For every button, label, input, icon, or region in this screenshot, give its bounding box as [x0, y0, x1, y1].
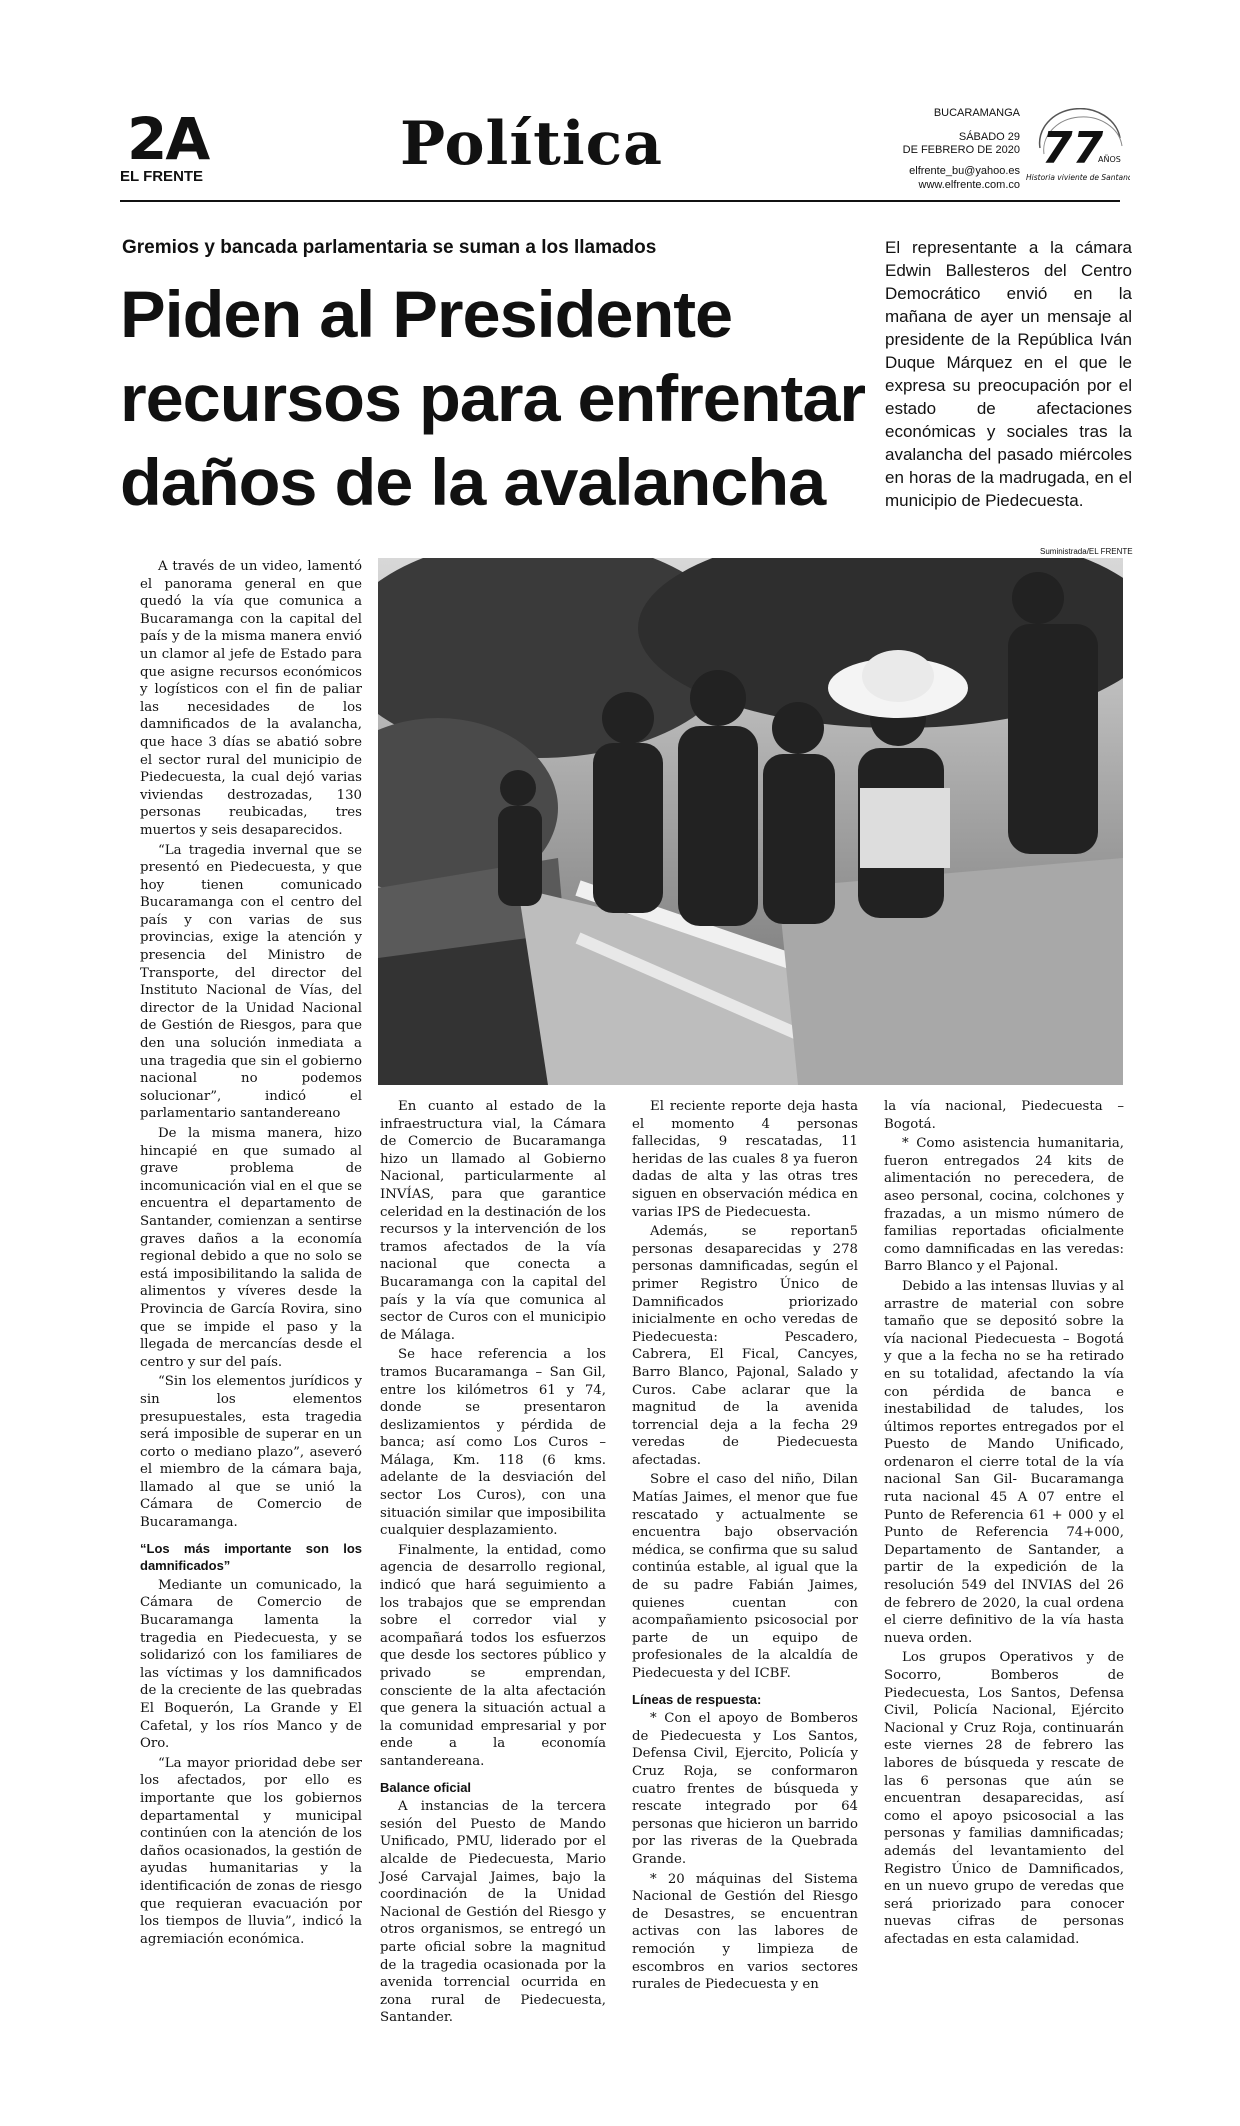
paragraph: “La mayor prioridad debe ser los afectados, por ello es importante que los gobiernos departamental y municipal continúen con la atención de los daños ocasionados, la gestión de ayudas humanitarias y la identificación de zonas de riesgo que requieran evacuación por los tiempos de lluvia”, indicó la agremiación económica. [140, 1755, 362, 1947]
headline [120, 272, 909, 524]
logo-word: AÑOS [1098, 155, 1121, 164]
paragraph: Sobre el caso del niño, Dilan Matías Jaimes, el menor que fue rescatado y actualmente se encuentra bajo observación médica, se confirma que su salud continúa estable, al igual que la de su padre Fabián Jaimes, quienes cuentan con acompañamiento psicosocial por parte de un equipo de profesionales de la alcaldía de Piedecuesta y del ICBF. [632, 1472, 858, 1681]
column-2 [380, 1098, 606, 2029]
column-4 [884, 1098, 1124, 1951]
paragraph: Finalmente, la entidad, como agencia de desarrollo regional, indicó que hará seguimiento a los trabajos que se emprendan sobre el corredor vial y acompañará todos los esfuerzos que desde los sectores público y privado se emprendan, consciente de la alta afectación que genera la situación actual a la comunidad empresarial y por ende a la economía santandereana. [380, 1542, 606, 1769]
headline-line: recursos para enfrentar [120, 361, 865, 435]
paragraph: Debido a las intensas lluvias y al arrastre de material con sobre tamaño que se depositó sobre la vía nacional Piedecuesta – Bogotá y que a la fecha no se ha retirado en su totalidad, afectando la vía con pérdida de banca e inestabilidad de taludes, los últimos reportes entregados por el Puesto de Mando Unificado, ordenaron el cierre total de la vía nacional San Gil- Bucaramanga ruta nacional 45 A 07 entre el Punto de Referencia 61 + 000 y el Punto de Referencia 74+000, Departamento de Santander, a partir de la expedición de la resolución 549 del INVIAS del 26 de febrero de 2020, la cual ordena el cierre definitivo de la vía hasta nueva orden. [884, 1278, 1124, 1646]
kicker: Gremios y bancada parlamentaria se suman a los llamados [122, 237, 657, 258]
paragraph: Además, se reportan5 personas desaparecidas y 278 personas damnificadas, según el primer Registro Único de Damnificados priorizado inicialmente en ocho veredas de Piedecuesta: Pescadero, Cabrera, El Fical, Cancyes, Barro Blanco, Pajonal, Salado y Curos. Cabe aclarar que la magnitud de la avenida torrencial deja a la fecha 29 veredas de Piedecuesta afectadas. [632, 1224, 858, 1468]
email[interactable]: elfrente_bu@yahoo.es [909, 165, 1020, 177]
paragraph: Mediante un comunicado, la Cámara de Comercio de Bucaramanga lamenta la tragedia en Piedecuesta, y se solidarizó con los familiares de las víctimas y los damnificados de la creciente de las quebradas El Boquerón, La Grande y El Cafetal, y los ríos Manco y de Oro. [140, 1577, 362, 1752]
anniversary-logo [1020, 108, 1130, 186]
subheading: Balance oficial [380, 1779, 472, 1795]
paragraph: De la misma manera, hizo hincapié en que sumado al grave problema de incomunicación vial en el que se encuentra el departamento de Santander, comienzan a sentirse graves daños a la economía regional debido a que no solo se está imposibilitando la salida de alimentos y víveres desde la Provincia de García Rovira, sino que se impide el paso y la llegada de mercancías desde el centro y sur del país. [140, 1126, 362, 1370]
paragraph: * Como asistencia humanitaria, fueron entregados 24 kits de alimentación no perecedera, de aseo personal, cocina, colchones y frazadas, a un mismo número de familias reportadas oficialmente como damnificadas en las veredas: Barro Blanco y el Pajonal. [884, 1136, 1124, 1275]
paragraph: El reciente reporte deja hasta el momento 4 personas fallecidas, 9 rescatadas, 11 heridas de las cuales 8 ya fueron dadas de alta y las otras tres siguen en observación médica en varias IPS de Piedecuesta. [632, 1099, 858, 1220]
paragraph: Se hace referencia a los tramos Bucaramanga – San Gil, entre los kilómetros 61 y 74, donde se presentaron deslizamientos y pérdida de banca; así como Los Curos – Málaga, Km. 118 (6 kms. adelante de la desviación del sector Los Curos), con una situación similar que imposibilita cualquier desplazamiento. [380, 1347, 606, 1539]
date-line-2: DE FEBRERO DE 2020 [902, 144, 1020, 156]
lead-paragraph: El representante a la cámara Edwin Ballesteros del Centro Democrático envió en la mañana de ayer un mensaje al presidente de la República Iván Duque Márquez en el que le expresa su preocupación por el estado de afectaciones económicas y sociales tras la avalancha del pasado miércoles en horas de la madrugada, en el municipio de Piedecuesta. [885, 238, 1132, 510]
paragraph: “Sin los elementos jurídicos y sin los elementos presupuestales, esta tragedia será imposible de superar en un corto o mediano plazo”, aseveró el miembro de la cámara baja, llamado al que se unió la Cámara de Comercio de Bucaramanga. [140, 1374, 362, 1531]
logo-tagline: Historia viviente de Santander [1026, 173, 1130, 182]
column-3 [632, 1098, 858, 1996]
subheading: “Los más importante son los damnificados” [140, 1540, 362, 1574]
header-rule [120, 200, 1120, 202]
paper-name: EL FRENTE [120, 168, 204, 185]
logo-number: 77 [1042, 123, 1104, 174]
paragraph: “La tragedia invernal que se presentó en Piedecuesta, y que hoy tienen comunicado Bucaramanga con el centro del país y con varias de sus provincias, exige la atención y presencia del Ministro de Transporte, del director del Instituto Nacional de Vías, del director de la Unidad Nacional de Gestión de Riesgos, para que den una solución inmediata a una tragedia que sin el gobierno nacional no podemos solucionar”, indicó el parlamentario santandereano [140, 842, 362, 1122]
city: BUCARAMANGA [933, 107, 1020, 119]
paragraph: la vía nacional, Piedecuesta – Bogotá. [884, 1099, 1124, 1132]
page-number: 2A [127, 105, 209, 173]
paragraph: * 20 máquinas del Sistema Nacional de Gestión del Riesgo de Desastres, se encuentran activas con las labores de remoción y limpieza de escombros en varios sectores rurales de Piedecuesta y en [632, 1871, 858, 1993]
news-photo [378, 558, 1123, 1085]
paragraph: A instancias de la tercera sesión del Puesto de Mando Unificado, PMU, liderado por el alcalde de Piedecuesta, Mario José Carvajal Jaimes, bajo la coordinación de la Unidad Nacional de Gestión del Riesgo y otros organismos, se entregó un parte oficial sobre la magnitud de la tragedia ocasionada por la avenida torrencial ocurrida en zona rural de Piedecuesta, Santander. [380, 1799, 606, 2026]
paragraph: A través de un video, lamentó el panorama general en que quedó la vía que comunica a Bucaramanga con la capital del país y de la misma manera envió un clamor al jefe de Estado para que asigne recursos económicos y logísticos con el fin de paliar las necesidades de los damnificados de la avalancha, que hace 3 días se abatió sobre el sector rural del municipio de Piedecuesta, la cual dejó varias viviendas destrozadas, 130 personas reubicadas, tres muertos y seis desaparecidos. [140, 559, 362, 838]
date-line-1: SÁBADO 29 [958, 131, 1020, 143]
photo-credit: Suministrada/EL FRENTE [1040, 547, 1133, 556]
website[interactable]: www.elfrente.com.co [918, 179, 1020, 191]
paragraph: Los grupos Operativos y de Socorro, Bomberos de Piedecuesta, Los Santos, Defensa Civil, Policía Nacional, Ejército Nacional y Cruz Roja, continuarán este viernes 28 de febrero las labores de búsqueda y rescate de las 6 personas que aún se encuentran desaparecidas, así como el apoyo psicosocial a las personas y familias damnificadas; además del levantamiento del Registro Único de Damnificados, en un nuevo grupo de veredas que será priorizado para conocer nuevas cifras de personas afectadas en esta calamidad. [884, 1650, 1124, 1947]
paragraph: En cuanto al estado de la infraestructura vial, la Cámara de Comercio de Bucaramanga hizo un llamado al Gobierno Nacional, particularmente al INVÍAS, para que garantice celeridad en la destinación de los recursos y la intervención de los tramos afectados de la vía nacional que conecta a Bucaramanga con la capital del país y la vía que comunica al sector de Curos con el municipio de Málaga. [380, 1099, 606, 1343]
headline-line: Piden al Presidente [120, 277, 733, 351]
paragraph: * Con el apoyo de Bomberos de Piedecuesta y Los Santos, Defensa Civil, Ejercito, Policía y Cruz Roja, se conformaron cuatro frentes de búsqueda y rescate integrado por 64 personas que hicieron un barrido por las riveras de la Quebrada Grande. [632, 1711, 858, 1867]
column-1 [140, 558, 362, 1950]
section-title: Política [400, 109, 664, 179]
subheading: Líneas de respuesta: [632, 1691, 762, 1707]
headline-line: daños de la avalancha [120, 445, 826, 519]
